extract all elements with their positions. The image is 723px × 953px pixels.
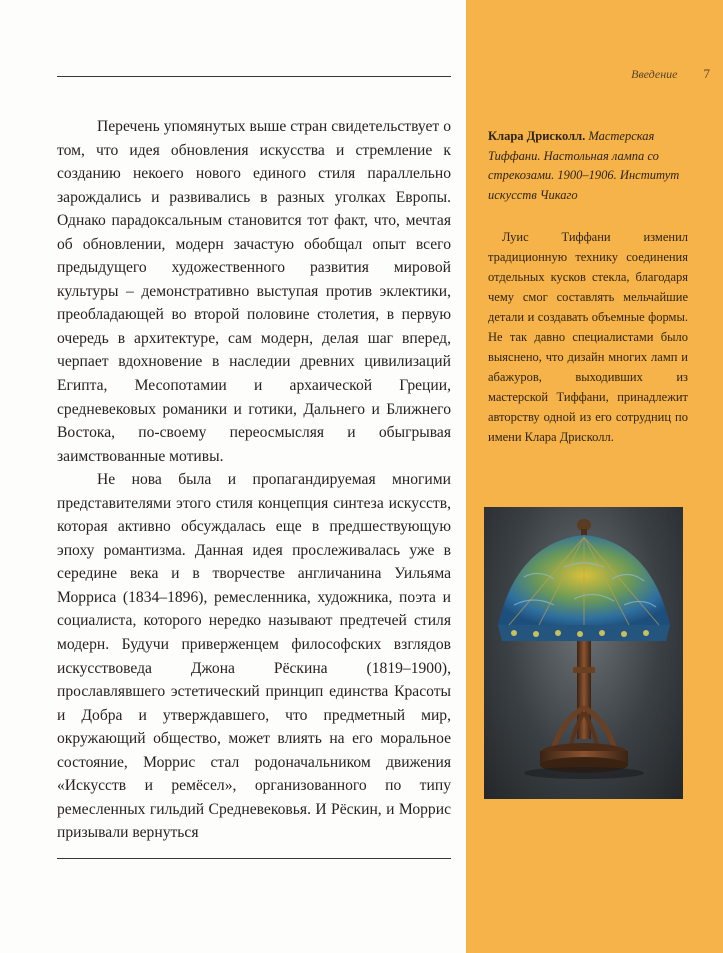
tiffany-lamp-photo <box>484 507 683 799</box>
body-paragraph-1: Перечень упомянутых выше стран свидетельствует о том, что идея обновления искусства и стремление к созданию некоего нового единого стиля параллельно зарождались и развивались в разных уголках Европы. Однако парадоксальным становится тот факт, что, мечтая об обновлении, модерн зачастую обобщал опыт всего предыдущего художественного развития мировой культуры – демонстративно выступая против эклектики, преобладающей во второй половине столетия, в первую очередь в архитектуре, сам модерн, делая шаг вперед, черпает вдохновение в наследии древних цивилизаций Египта, Месопотамии и архаической Греции, средневековых романики и готики, Дальнего и Ближнего Востока, по-своему переосмысляя и обыгрывая заимствованные мотивы. <box>57 118 451 465</box>
caption-author: Клара Дрисколл. <box>488 129 586 143</box>
page-number: 7 <box>703 66 710 81</box>
dragonfly-lamp-illustration <box>484 507 683 799</box>
caption-title: Мастерская Тиффани. Настольная лампа со стрекозами. 1900–1906. Институт искусств Чикаго <box>488 129 680 202</box>
top-rule <box>57 76 451 77</box>
bottom-rule <box>57 858 451 859</box>
sidebar-panel <box>466 0 723 953</box>
sidebar-note <box>488 227 688 447</box>
section-title: Введение <box>631 67 678 81</box>
body-paragraph-2: Не нова была и пропагандируемая многими представителями этого стиля концепция синтеза искусств, которая активно обсуждалась еще в предшествующую эпоху романтизма. Данная идея прослеживалась уже в середине века и в творчестве англичанина Уильяма Морриса (1834–1896), ремесленника, художника, поэта и социалиста, которого нередко называют предтечей стиля модерн. Будучи приверженцем философских взглядов искусствоведа Джона Рёскина (1819–1900), прославлявшего эстетический принцип единства Красоты и Добра и утверждавшего, что предметный мир, окружающий общество, может влиять на его моральное состояние, Моррис стал родоначальником движения «Искусств и ремёсел», организованного по типу ремесленных гильдий Средневековья. И Рёскин, и Моррис призывали вернуться <box>57 471 451 842</box>
main-text-column <box>57 115 451 845</box>
image-caption <box>488 127 688 205</box>
running-header <box>560 66 710 82</box>
sidebar-note-text: Луис Тиффани изменил традиционную технику соединения отдельных кусков стекла, благодаря чему смог составлять мельчайшие детали и создавать объемные формы. Не так давно специалистами было выяснено, что дизайн многих ламп и абажуров, выходивших из мастерской Тиффани, принадлежит авторству одной из его сотрудниц по имени Клара Дрисколл. <box>488 230 688 444</box>
